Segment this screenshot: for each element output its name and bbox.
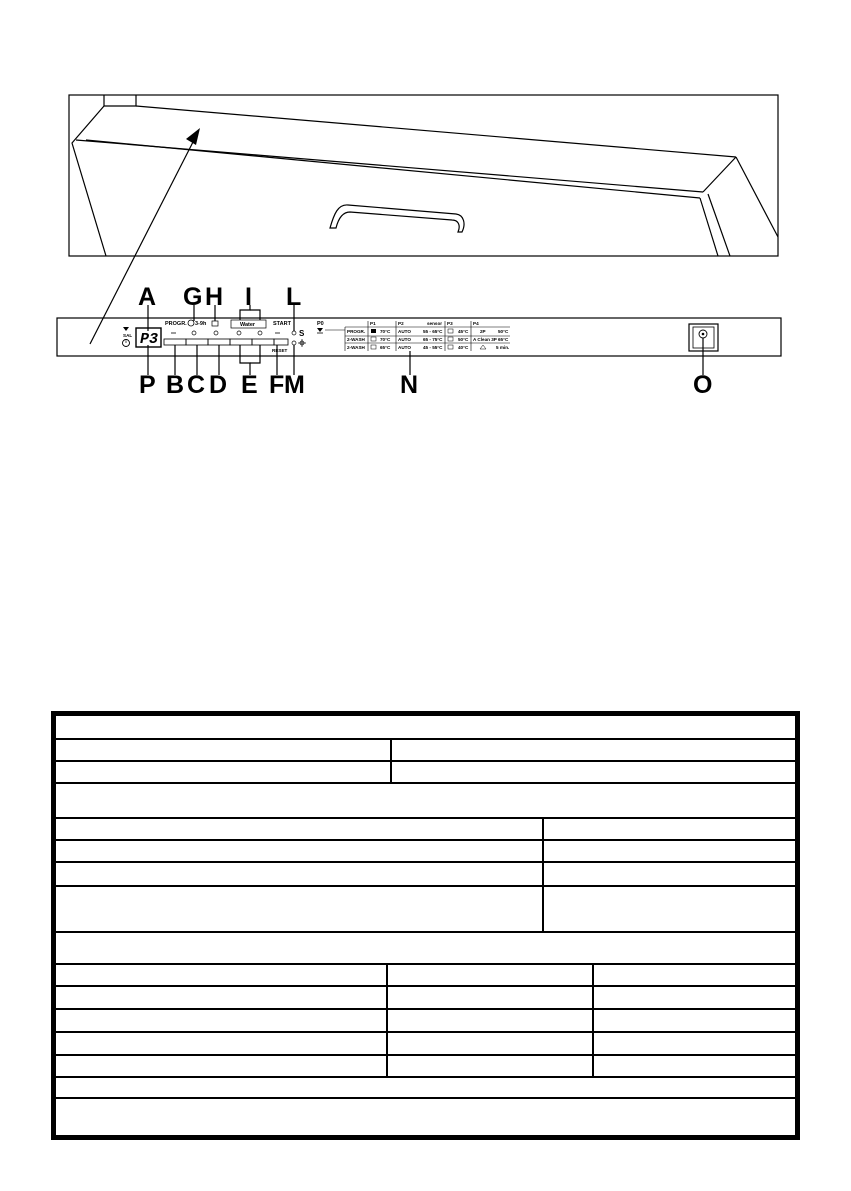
spec-row <box>56 965 795 987</box>
header-p4: P4 <box>473 321 479 326</box>
program-row-3 <box>347 345 509 350</box>
door-handle <box>330 205 464 232</box>
progr-label: PROGR. <box>165 321 187 327</box>
spec-row-footnote <box>56 1078 795 1099</box>
salt-indicator-icon <box>123 327 132 338</box>
svg-text:50°C: 50°C <box>458 337 469 342</box>
svg-text:55 - 65°C: 55 - 65°C <box>423 329 443 334</box>
svg-text:45 - 55°C: 45 - 55°C <box>423 345 443 350</box>
led-l <box>292 331 296 335</box>
header-sensor: sensor <box>427 321 443 326</box>
spec-row <box>56 1010 795 1033</box>
callout-l: L <box>286 283 302 311</box>
svg-text:2-WASH: 2-WASH <box>347 337 365 342</box>
svg-text:AUTO: AUTO <box>398 329 411 334</box>
button-e2[interactable] <box>252 339 274 345</box>
callout-i: I <box>245 283 252 311</box>
sensor-symbol: S <box>299 329 305 338</box>
svg-text:50°C: 50°C <box>498 329 509 334</box>
svg-text:45°C: 45°C <box>458 329 469 334</box>
led-i2 <box>258 331 262 335</box>
button-b[interactable] <box>164 339 186 345</box>
spec-table <box>51 711 800 1140</box>
spec-row <box>56 1033 795 1056</box>
header-p3: P3 <box>447 321 453 326</box>
button-d[interactable] <box>208 339 230 345</box>
callout-p: P <box>139 371 156 399</box>
water-label: Water <box>240 322 256 328</box>
start-label: START <box>273 321 291 327</box>
button-f[interactable] <box>274 339 288 345</box>
button-c[interactable] <box>186 339 208 345</box>
clock-icon <box>123 340 130 347</box>
svg-text:65°C: 65°C <box>380 345 391 350</box>
sun-icon <box>298 339 306 347</box>
callout-g: G <box>183 283 203 311</box>
svg-text:70°C: 70°C <box>380 337 391 342</box>
spec-section-header <box>56 933 795 965</box>
timer-label: 3-9h <box>195 321 207 327</box>
spec-row <box>56 762 795 784</box>
callout-c: C <box>187 371 206 399</box>
header-p2: P2 <box>398 321 404 326</box>
svg-text:5 min.: 5 min. <box>496 345 510 350</box>
spec-row <box>56 987 795 1010</box>
svg-text:65 - 75°C: 65 - 75°C <box>423 337 443 342</box>
callout-h: H <box>205 283 224 311</box>
callout-f: F <box>269 371 285 399</box>
led-g <box>192 331 196 335</box>
callout-e: E <box>241 371 258 399</box>
svg-text:40°C: 40°C <box>458 345 469 350</box>
header-p1: P1 <box>370 321 376 326</box>
program-row-2 <box>347 337 509 342</box>
svg-text:70°C: 70°C <box>380 329 391 334</box>
button-row <box>164 339 288 345</box>
callout-a: A <box>138 283 157 311</box>
display-readout: P3 <box>140 331 159 348</box>
spec-section-header <box>56 784 795 819</box>
spec-row <box>56 819 795 841</box>
spec-row <box>56 1056 795 1078</box>
program-table <box>317 321 510 351</box>
svg-text:2P: 2P <box>480 329 486 334</box>
program-row-1 <box>347 329 509 334</box>
led-m <box>292 341 296 345</box>
reset-label: RESET <box>272 348 288 353</box>
callout-o: O <box>693 371 713 399</box>
callout-n: N <box>400 371 419 399</box>
spec-row <box>56 740 795 762</box>
svg-text:2-WASH: 2-WASH <box>347 345 365 350</box>
svg-text:A Clean 3P: A Clean 3P <box>473 337 497 342</box>
svg-text:65°C: 65°C <box>498 337 509 342</box>
callout-m: M <box>284 371 305 399</box>
svg-text:SAL: SAL <box>123 333 133 338</box>
timer-icon <box>188 320 194 326</box>
spec-row <box>56 841 795 863</box>
control-panel <box>57 318 781 356</box>
svg-text:AUTO: AUTO <box>398 345 411 350</box>
button-e1[interactable] <box>230 339 252 345</box>
led-i1 <box>237 331 241 335</box>
p0-label: P0 <box>317 321 324 327</box>
spec-row-tall <box>56 887 795 933</box>
svg-text:PROGR.: PROGR. <box>347 329 366 334</box>
svg-text:AUTO: AUTO <box>398 337 411 342</box>
half-load-icon <box>212 321 218 326</box>
callout-d: D <box>209 371 228 399</box>
callout-b: B <box>166 371 185 399</box>
spec-row <box>56 863 795 887</box>
led-h <box>214 331 218 335</box>
spec-row-title <box>56 716 795 740</box>
